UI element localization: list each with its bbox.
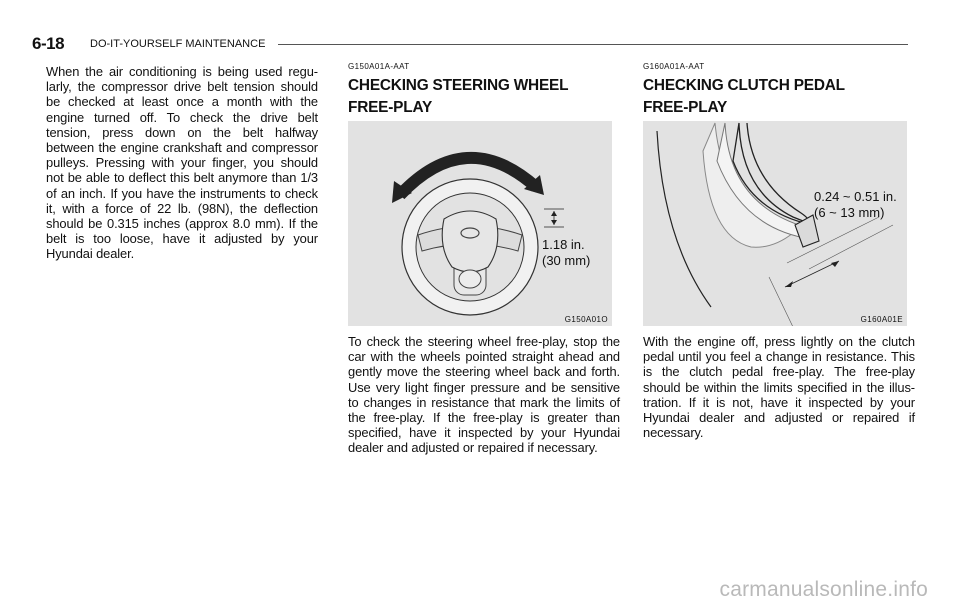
steering-freeplay-metric: (30 mm) <box>542 253 591 268</box>
steering-heading-line2: FREE-PLAY <box>348 99 433 116</box>
intro-column <box>46 64 318 262</box>
clutch-freeplay-value: 0.24 ~ 0.51 in. <box>814 189 897 204</box>
steering-wheel-figure <box>348 121 612 326</box>
steering-heading-line1: CHECKING STEERING WHEEL <box>348 77 569 94</box>
steering-wheel-illustration <box>348 121 612 326</box>
page-header <box>32 34 912 54</box>
page-number: 6-18 <box>32 34 65 53</box>
clutch-paragraph: With the engine off, press lightly on the clutch pedal until you feel a change in resistance. This is the clutch pedal free-play. The free-play should be within the limits specified in the illus-tration. If it is not, have it inspected by your Hyundai dealer and adjusted or repaired if necessary. <box>643 334 915 441</box>
steering-freeplay-value: 1.18 in. <box>542 237 585 252</box>
clutch-section <box>643 62 915 440</box>
freeplay-dimension-line <box>785 261 839 287</box>
steering-freeplay-label <box>542 237 590 269</box>
wheel-hub-button <box>459 270 481 288</box>
clutch-heading-line1: CHECKING CLUTCH PEDAL <box>643 77 845 94</box>
clutch-section-code: G160A01A-AAT <box>643 62 705 71</box>
steering-paragraph: To check the steering wheel free-play, stop the car with the wheels pointed straight ahead and gently move the steering wheel back and forth. Use very light finger pressure and be sensitive to changes in resistance that mark the limits of the free-play. If the free-play is greater than specified, have it inspected by your Hyundai dealer and adjusted or repaired if necessary. <box>348 334 620 456</box>
clutch-pedal-illustration <box>643 121 907 326</box>
clutch-freeplay-metric: (6 ~ 13 mm) <box>814 205 885 220</box>
watermark: carmanualsonline.info <box>719 578 928 601</box>
steering-section <box>348 62 620 456</box>
clutch-figure-code: G160A01E <box>860 315 903 324</box>
steering-figure-code: G150A01O <box>564 315 608 324</box>
steering-heading <box>348 75 620 119</box>
clutch-pedal-figure <box>643 121 907 326</box>
clutch-freeplay-label <box>814 189 897 221</box>
steering-section-code: G150A01A-AAT <box>348 62 410 71</box>
intro-paragraph: When the air conditioning is being used regu-larly, the compressor drive belt tension should be checked at least once a month with the engine turned off. To check the drive belt tension, press down on the belt halfway between the engine crankshaft and compressor pulleys. Pressing with your finger, you should not be able to deflect this belt anymore than 1/3 of an inch. If you have the instruments to check it, with a force of 22 lb. (98N), the deflection should be 0.315 inches (approx 8.0 mm). If the belt is too loose, have it adjusted by your Hyundai dealer. <box>46 64 318 262</box>
clutch-heading <box>643 75 915 119</box>
header-rule <box>278 44 908 45</box>
clutch-heading-line2: FREE-PLAY <box>643 99 728 116</box>
floor-line <box>657 131 711 307</box>
airbag-pad <box>442 211 498 272</box>
section-title: DO-IT-YOURSELF MAINTENANCE <box>90 38 266 50</box>
